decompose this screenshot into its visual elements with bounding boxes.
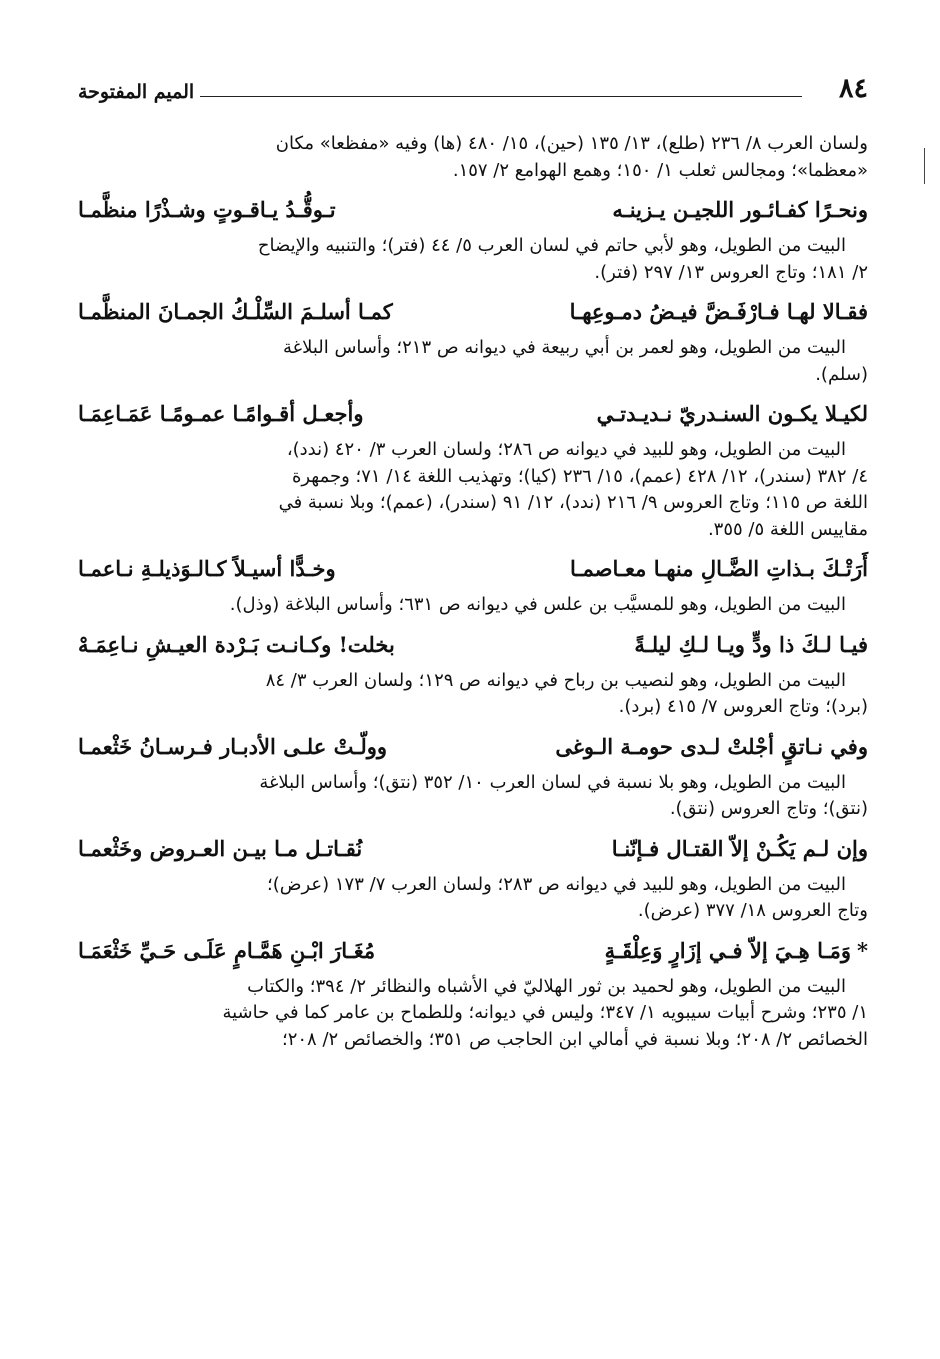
verse-line (78, 934, 868, 972)
verse-line (78, 730, 868, 768)
verse-first-hemistich (612, 832, 868, 870)
hemistich-text: وَمَـا هِـيَ إلاّ فـي إزَارٍ وَعِلْقَـةٍ (604, 937, 852, 963)
verse-second-hemistich: وخـدًّا أسيـلاً كـالـوَذيلـةِ نـاعمـا (78, 556, 336, 581)
verse-second-hemistich: مُغَـارَ ابْـنِ هَمَّـامٍ عَلَـى حَـيِّ خَثْعَمَـا (78, 937, 376, 963)
commentary-paragraph (78, 437, 868, 543)
commentary-paragraph (78, 668, 868, 721)
commentary-line: البيت من الطويل، وهو لعمر بن أبي ربيعة في ديوانه ص ٢١٣؛ وأساس البلاغة (283, 337, 846, 358)
running-title: الميم المفتوحة (78, 81, 195, 103)
verse-second-hemistich: بخلت! وكـانـت بَـرْدة العيـشِ نـاعِمَـهْ (78, 631, 395, 657)
verse-line (78, 193, 868, 231)
verse-first-hemistich (555, 730, 868, 768)
commentary-line: (برد)؛ وتاج العروس ٧/ ٤١٥ (برد). (618, 696, 868, 717)
hemistich-text: أَرَتْـكَ بـذاتِ الضَّـالِ منهـا معـاصمـا (569, 556, 868, 581)
commentary-line: (سلم). (815, 363, 868, 385)
hemistich-text: لكيـلا يكـون السنـدريّ نـديـدتـي (596, 401, 868, 426)
commentary-line: اللغة ص ١١٥؛ وتاج العروس ٩/ ٢١٦ (ندد)، ١٢/ ٩١ (سندر)، (عمم)؛ وبلا نسبة في (278, 492, 868, 513)
page-header (78, 72, 868, 112)
hemistich-text: فيـا لـكَ ذا ودٍّ ويـا لـكِ ليلـةً (634, 631, 868, 657)
commentary-line: مقاييس اللغة ٥/ ٣٥٥. (707, 518, 868, 540)
verse-line (78, 295, 868, 333)
commentary-line: ١/ ٢٣٥؛ وشرح أبيات سيبويه ١/ ٣٤٧؛ وليس في ديوانه؛ وللطماح بن عامر كما في حاشية (222, 1002, 868, 1023)
commentary-paragraph (78, 131, 868, 184)
verse-second-hemistich: كمـا أسلـمَ السِّلْـكُ الجمـانَ المنظَّمـا (78, 299, 393, 324)
commentary-line: البيت من الطويل، وهو لحميد بن ثور الهلاليّ في الأشباه والنظائر ٢/ ٣٩٤؛ والكتاب (247, 975, 846, 997)
commentary-line: البيت من الطويل، وهو للبيد في ديوانه ص ٢٨٦؛ ولسان العرب ٣/ ٤٢٠ (ندد)، (286, 439, 846, 460)
verse-first-hemistich (634, 628, 868, 666)
verse-second-hemistich: تـوقُّـدُ يـاقـوتٍ وشـذْرًا منظَّمـا (78, 197, 336, 222)
asterisk-marker: * (857, 937, 868, 963)
commentary-paragraph (78, 592, 868, 619)
commentary-line: البيت من الطويل، وهو لأبي حاتم في لسان العرب ٥/ ٤٤ (فتر)؛ والتنبيه والإيضاح (257, 235, 846, 256)
commentary-line: وتاج العروس ١٨/ ٣٧٧ (عرض). (637, 900, 868, 921)
commentary-line: (نتق)؛ وتاج العروس (نتق). (669, 798, 868, 819)
margin-mark (920, 148, 925, 184)
commentary-line: ٤/ ٣٨٢ (سندر)، ١٢/ ٤٢٨ (عمم)، ١٥/ ٢٣٦ (كيا)؛ وتهذيب اللغة ١٤/ ٧١؛ وجمهرة (291, 465, 868, 487)
verse-first-hemistich (570, 552, 868, 590)
verse-second-hemistich: وأجعـل أقـوامًـا عمـومًـا عَمَـاعِمَـا (78, 401, 364, 426)
hemistich-text: وإن لـم يَكُـنْ إلاّ القتـال فـإنّنـا (611, 835, 868, 861)
commentary-paragraph (78, 872, 868, 925)
hemistich-text: وفي نـاتقٍ أجْلتْ لـدى حومـة الـوغى (555, 733, 868, 759)
verse-line (78, 832, 868, 870)
commentary-paragraph (78, 335, 868, 388)
verse-line (78, 628, 868, 666)
verse-second-hemistich: وولّـتْ علـى الأدبـار فـرسـانُ خَثْعمـا (78, 733, 388, 759)
hemistich-text: ونحـرًا كفـائـور اللجيـن يـزينـه (612, 197, 868, 222)
verse-first-hemistich (605, 934, 868, 972)
commentary-line: «معظما»؛ ومجالس ثعلب ١/ ١٥٠؛ وهمع الهوامع ٢/ ١٥٧. (452, 159, 868, 181)
verse-line (78, 552, 868, 590)
commentary-line: الخصائص ٢/ ٢٠٨؛ وبلا نسبة في أمالي ابن الحاجب ص ٣٥١؛ والخصائص ٢/ ٢٠٨؛ (281, 1028, 868, 1050)
header-rule (200, 96, 802, 97)
commentary-paragraph (78, 233, 868, 286)
commentary-paragraph (78, 974, 868, 1054)
page-number: ٨٤ (838, 73, 868, 104)
verse-first-hemistich (570, 295, 868, 333)
commentary-paragraph (78, 770, 868, 823)
commentary-line: البيت من الطويل، وهو بلا نسبة في لسان العرب ١٠/ ٣٥٢ (نتق)؛ وأساس البلاغة (259, 771, 846, 793)
commentary-line: ولسان العرب ٨/ ٢٣٦ (طلع)، ١٣/ ١٣٥ (حين)، ١٥/ ٤٨٠ (ها) وفيه «مفظعا» مكان (275, 133, 868, 154)
verse-first-hemistich (612, 193, 868, 231)
commentary-line: البيت من الطويل، وهو للمسيَّب بن علس في ديوانه ص ٦٣١؛ وأساس البلاغة (وذل). (229, 594, 846, 615)
verse-second-hemistich: نُقـاتـل مـا بيـن العـروض وخَثْعمـا (78, 835, 363, 861)
page-body (78, 131, 868, 1053)
verse-first-hemistich (597, 397, 868, 435)
commentary-line: البيت من الطويل، وهو لنصيب بن رباح في ديوانه ص ١٢٩؛ ولسان العرب ٣/ ٨٤ (265, 669, 846, 691)
hemistich-text: فقـالا لهـا فـارْفَـضَّ فيـضُ دمـوعِهـا (569, 299, 868, 324)
commentary-line: البيت من الطويل، وهو للبيد في ديوانه ص ٢٨٣؛ ولسان العرب ٧/ ١٧٣ (عرض)؛ (266, 873, 846, 895)
verse-line (78, 397, 868, 435)
commentary-line: ٢/ ١٨١؛ وتاج العروس ١٣/ ٢٩٧ (فتر). (594, 261, 868, 283)
